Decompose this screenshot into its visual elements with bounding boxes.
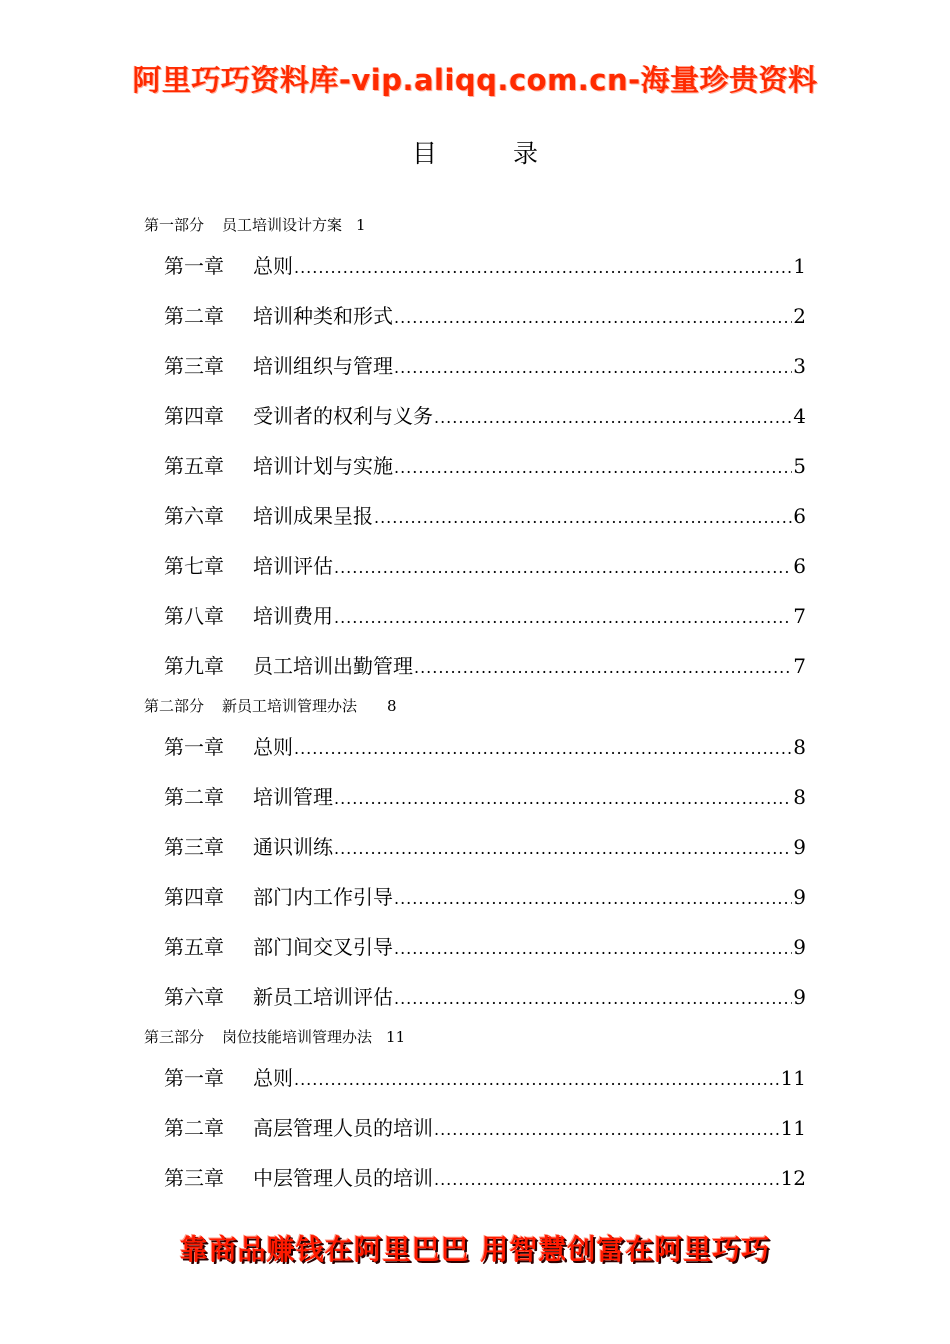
chapter-title: 新员工培训评估 <box>253 985 393 1009</box>
chapter-page: 9 <box>793 985 806 1009</box>
dot-leader <box>294 724 792 774</box>
chapter-page: 5 <box>793 454 806 478</box>
toc-part-heading[interactable] <box>144 1022 806 1053</box>
dot-leader <box>394 974 792 1024</box>
chapter-page: 6 <box>793 554 806 578</box>
chapter-page: 3 <box>793 354 806 378</box>
toc-entry[interactable] <box>144 922 806 972</box>
chapter-page: 9 <box>793 835 806 859</box>
dot-leader <box>434 1155 780 1205</box>
part-title: 岗位技能培训管理办法 <box>222 1028 373 1046</box>
toc-entry[interactable] <box>144 591 806 641</box>
chapter-page: 8 <box>793 735 806 759</box>
dot-leader <box>334 543 792 593</box>
chapter-number: 第二章 <box>164 1116 224 1140</box>
chapter-page: 11 <box>780 1066 806 1090</box>
dot-leader <box>394 924 792 974</box>
chapter-number: 第三章 <box>164 835 224 859</box>
toc-entry[interactable] <box>144 641 806 691</box>
chapter-number: 第七章 <box>164 554 224 578</box>
chapter-title: 总则 <box>253 735 293 759</box>
chapter-title: 通识训练 <box>253 835 333 859</box>
chapter-title: 总则 <box>253 254 293 278</box>
dot-leader <box>394 343 792 393</box>
toc-part-heading[interactable] <box>144 691 806 722</box>
chapter-title: 培训管理 <box>253 785 333 809</box>
toc-entry[interactable] <box>144 1153 806 1203</box>
part-label: 第三部分 <box>144 1028 205 1046</box>
toc-entry[interactable] <box>144 872 806 922</box>
chapter-number: 第五章 <box>164 935 224 959</box>
chapter-number: 第二章 <box>164 304 224 328</box>
chapter-page: 11 <box>780 1116 806 1140</box>
chapter-page: 1 <box>793 254 806 278</box>
chapter-title: 培训组织与管理 <box>253 354 393 378</box>
chapter-title: 总则 <box>253 1066 293 1090</box>
dot-leader <box>334 774 792 824</box>
chapter-number: 第九章 <box>164 654 224 678</box>
chapter-page: 7 <box>793 604 806 628</box>
chapter-page: 8 <box>793 785 806 809</box>
toc-entry[interactable] <box>144 241 806 291</box>
chapter-number: 第四章 <box>164 404 224 428</box>
part-label: 第二部分 <box>144 697 205 715</box>
chapter-title: 中层管理人员的培训 <box>253 1166 433 1190</box>
part-page: 8 <box>387 697 397 715</box>
chapter-number: 第二章 <box>164 785 224 809</box>
header-banner: 阿里巧巧资料库-vip.aliqq.com.cn-海量珍贵资料 <box>132 63 818 97</box>
dot-leader <box>294 243 792 293</box>
chapter-page: 7 <box>793 654 806 678</box>
toc-entry[interactable] <box>144 391 806 441</box>
table-of-contents <box>144 210 806 1203</box>
chapter-page: 2 <box>793 304 806 328</box>
chapter-number: 第一章 <box>164 1066 224 1090</box>
toc-entry[interactable] <box>144 441 806 491</box>
dot-leader <box>374 493 792 543</box>
chapter-title: 培训评估 <box>253 554 333 578</box>
chapter-title: 培训种类和形式 <box>253 304 393 328</box>
chapter-number: 第六章 <box>164 504 224 528</box>
toc-part-heading[interactable] <box>144 210 806 241</box>
toc-entry[interactable] <box>144 1103 806 1153</box>
dot-leader <box>394 443 792 493</box>
chapter-number: 第八章 <box>164 604 224 628</box>
part-label: 第一部分 <box>144 216 205 234</box>
chapter-page: 6 <box>793 504 806 528</box>
chapter-number: 第三章 <box>164 354 224 378</box>
chapter-title: 培训成果呈报 <box>253 504 373 528</box>
chapter-title: 部门内工作引导 <box>253 885 393 909</box>
toc-entry[interactable] <box>144 491 806 541</box>
part-page: 11 <box>386 1028 406 1046</box>
toc-entry[interactable] <box>144 972 806 1022</box>
toc-entry[interactable] <box>144 291 806 341</box>
toc-entry[interactable] <box>144 1053 806 1103</box>
chapter-number: 第一章 <box>164 735 224 759</box>
chapter-title: 受训者的权利与义务 <box>253 404 433 428</box>
toc-entry[interactable] <box>144 772 806 822</box>
chapter-title: 高层管理人员的培训 <box>253 1116 433 1140</box>
part-title: 新员工培训管理办法 <box>222 697 358 715</box>
chapter-title: 部门间交叉引导 <box>253 935 393 959</box>
dot-leader <box>394 874 792 924</box>
toc-title: 目 录 <box>412 139 572 168</box>
chapter-number: 第三章 <box>164 1166 224 1190</box>
dot-leader <box>394 293 792 343</box>
chapter-title: 培训计划与实施 <box>253 454 393 478</box>
toc-entry[interactable] <box>144 822 806 872</box>
chapter-title: 培训费用 <box>253 604 333 628</box>
chapter-number: 第五章 <box>164 454 224 478</box>
chapter-page: 9 <box>793 935 806 959</box>
toc-entry[interactable] <box>144 722 806 772</box>
chapter-page: 4 <box>793 404 806 428</box>
dot-leader <box>434 1105 780 1155</box>
chapter-number: 第四章 <box>164 885 224 909</box>
toc-entry[interactable] <box>144 341 806 391</box>
dot-leader <box>334 824 792 874</box>
dot-leader <box>294 1055 780 1105</box>
chapter-title: 员工培训出勤管理 <box>253 654 413 678</box>
footer-banner: 靠商品赚钱在阿里巴巴 用智慧创富在阿里巧巧 <box>179 1233 771 1266</box>
part-page: 1 <box>356 216 366 234</box>
dot-leader <box>334 593 792 643</box>
part-title: 员工培训设计方案 <box>222 216 343 234</box>
dot-leader <box>434 393 792 443</box>
chapter-page: 12 <box>780 1166 806 1190</box>
chapter-page: 9 <box>793 885 806 909</box>
chapter-number: 第六章 <box>164 985 224 1009</box>
chapter-number: 第一章 <box>164 254 224 278</box>
dot-leader <box>414 643 792 693</box>
toc-entry[interactable] <box>144 541 806 591</box>
